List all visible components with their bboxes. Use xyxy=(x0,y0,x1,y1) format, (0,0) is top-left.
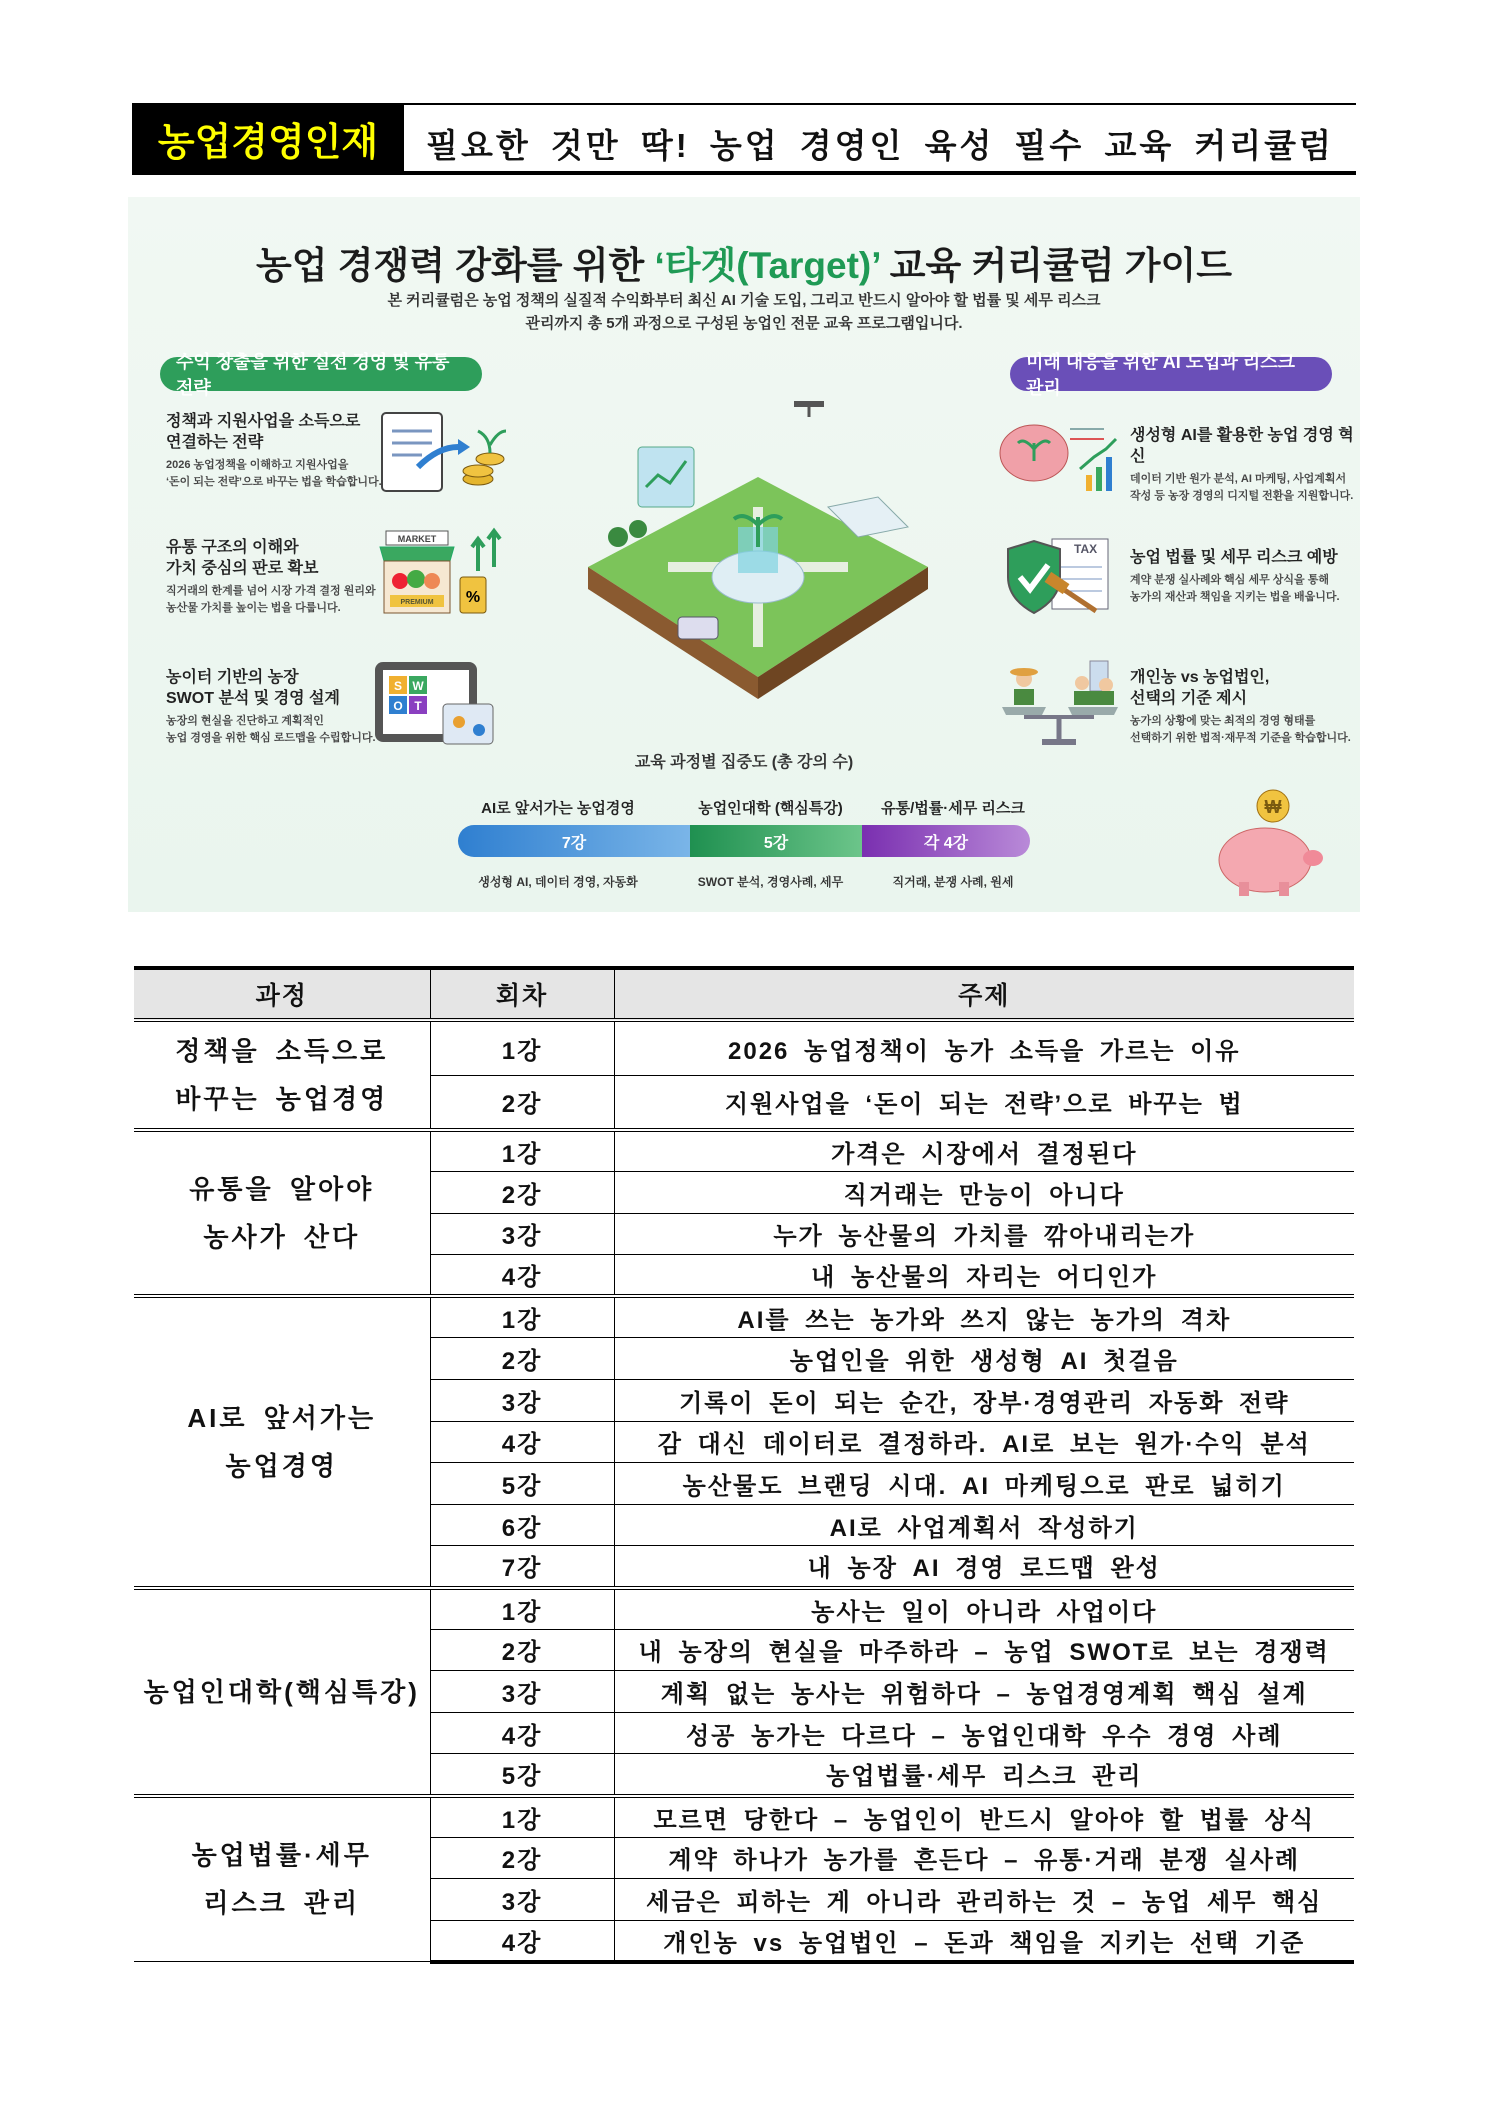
topic-cell: 내 농산물의 자리는 어디인가 xyxy=(614,1255,1354,1297)
bars-heading: 교육 과정별 집중도 (총 강의 수) xyxy=(634,754,854,771)
topic-cell: 모르면 당한다 – 농업인이 반드시 알아야 할 법률 상식 xyxy=(614,1796,1354,1838)
svg-text:O: O xyxy=(393,699,403,713)
session-cell: 4강 xyxy=(430,1255,614,1297)
topic-cell: 내 농장의 현실을 마주하라 – 농업 SWOT로 보는 경쟁력 xyxy=(614,1629,1354,1671)
infographic-title: 농업 경쟁력 강화를 위한 ‘타겟(Target)’ 교육 커리큘럼 가이드 xyxy=(255,245,1233,286)
course-name-cell xyxy=(134,1020,430,1130)
topic-cell: 농업법률·세무 리스크 관리 xyxy=(614,1754,1354,1796)
svg-text:%: % xyxy=(465,589,481,606)
session-cell: 2강 xyxy=(430,1172,614,1214)
topic-cell: 감 대신 데이터로 결정하라. AI로 보는 원가·수익 분석 xyxy=(614,1421,1354,1463)
market-stall-icon xyxy=(378,527,508,622)
svg-text:PREMIUM: PREMIUM xyxy=(400,599,434,606)
course-name-cell xyxy=(134,1296,430,1587)
session-cell: 3강 xyxy=(430,1213,614,1255)
table-row xyxy=(134,1296,1354,1338)
session-cell: 3강 xyxy=(430,1380,614,1422)
scale-farmers-icon xyxy=(994,659,1124,749)
table-row xyxy=(134,1796,1354,1838)
course-name-line: 농업경영 xyxy=(225,1450,338,1481)
topic-cell: AI를 쓰는 농가와 쓰지 않는 농가의 격차 xyxy=(614,1296,1354,1338)
topic-cell: 농업인을 위한 생성형 AI 첫걸음 xyxy=(614,1338,1354,1380)
table-row xyxy=(134,1130,1354,1172)
left-item-policy: 정책과 지원사업을 소득으로 연결하는 전략 2026 농업정책을 이해하고 지원사업을 ‘돈이 되는 전략’으로 바꾸는 법을 학습합니다. xyxy=(166,413,382,488)
session-cell: 2강 xyxy=(430,1338,614,1380)
svg-text:T: T xyxy=(414,699,422,713)
svg-text:MARKET: MARKET xyxy=(397,534,437,544)
session-cell: 2강 xyxy=(430,1837,614,1879)
col-session: 회차 xyxy=(430,968,614,1020)
bar-sub-ai: 생성형 AI, 데이터 경영, 자동화 xyxy=(478,875,638,889)
course-name-cell xyxy=(134,1588,430,1796)
topic-cell: 계약 하나가 농가를 흔든다 – 유통·거래 분쟁 실사례 xyxy=(614,1837,1354,1879)
bar-sub-risk: 직거래, 분쟁 사례, 원세 xyxy=(892,875,1014,889)
session-cell: 2강 xyxy=(430,1075,614,1130)
course-name-line: 유통을 알아야 xyxy=(189,1174,375,1205)
topic-cell: 개인농 vs 농업법인 – 돈과 책임을 지키는 선택 기준 xyxy=(614,1920,1354,1962)
left-category-pill: 수익 창출을 위한 실전 경영 및 유통 전략 xyxy=(160,357,482,391)
col-topic: 주제 xyxy=(614,968,1354,1020)
course-name-cell xyxy=(134,1130,430,1296)
brain-chart-icon xyxy=(994,409,1124,499)
session-cell: 7강 xyxy=(430,1546,614,1588)
topic-cell: 농산물도 브랜딩 시대. AI 마케팅으로 판로 넓히기 xyxy=(614,1463,1354,1505)
header-title: 필요한 것만 딱! 농업 경영인 육성 필수 교육 커리큘럼 xyxy=(426,126,1334,164)
session-cell: 1강 xyxy=(430,1130,614,1172)
topic-cell: 세금은 피하는 게 아니라 관리하는 것 – 농업 세무 핵심 xyxy=(614,1879,1354,1921)
bar-label-risk: 유통/법률·세무 리스크 xyxy=(881,800,1025,817)
course-name-line: 농사가 산다 xyxy=(203,1222,361,1253)
session-cell: 1강 xyxy=(430,1796,614,1838)
topic-cell: 농사는 일이 아니라 사업이다 xyxy=(614,1588,1354,1630)
piggy-bank-icon xyxy=(1203,782,1333,902)
topic-cell: 누가 농산물의 가치를 깎아내리는가 xyxy=(614,1213,1354,1255)
topic-cell: 직거래는 만능이 아니다 xyxy=(614,1172,1354,1214)
farm-illustration xyxy=(558,387,958,717)
session-cell: 5강 xyxy=(430,1463,614,1505)
col-course: 과정 xyxy=(134,968,430,1020)
infographic-subtitle: 본 커리큘럼은 농업 정책의 실질적 수익화부터 최신 AI 기술 도입, 그리고 반드시 알아야 할 법률 및 세무 리스크 관리까지 총 5개 과정으로 구성된 농업인 전문 교육 프로그램입니다. xyxy=(387,292,1101,332)
topic-cell: 기록이 돈이 되는 순간, 장부·경영관리 자동화 전략 xyxy=(614,1380,1354,1422)
svg-text:W: W xyxy=(412,679,424,693)
course-name-cell xyxy=(134,1796,430,1962)
course-name-line: 농업법률·세무 xyxy=(191,1840,372,1871)
session-cell: 2강 xyxy=(430,1629,614,1671)
topic-cell: 가격은 시장에서 결정된다 xyxy=(614,1130,1354,1172)
shield-gavel-icon xyxy=(1000,537,1120,617)
svg-text:₩: ₩ xyxy=(1264,797,1282,817)
session-cell: 4강 xyxy=(430,1421,614,1463)
session-cell: 1강 xyxy=(430,1588,614,1630)
document-header xyxy=(132,103,1356,175)
bar-univ: 5강 xyxy=(690,825,862,857)
header-tag: 농업경영인재 xyxy=(132,105,404,171)
course-name-line: 정책을 소득으로 xyxy=(175,1036,389,1066)
table-header-row xyxy=(134,968,1354,1020)
svg-text:TAX: TAX xyxy=(1074,542,1098,556)
bar-label-univ: 농업인대학 (핵심특강) xyxy=(698,800,843,817)
course-name-line: 농업인대학(핵심특강) xyxy=(143,1676,420,1707)
left-item-swot: 농이터 기반의 농장 SWOT 분석 및 경영 설계 농장의 현실을 진단하고 계획적인 농업 경영을 위한 핵심 로드맵을 수립합니다. xyxy=(166,669,376,744)
course-name-line: AI로 앞서가는 xyxy=(187,1402,377,1433)
session-cell: 4강 xyxy=(430,1920,614,1962)
bar-risk: 각 4강 xyxy=(862,825,1030,857)
session-cell: 3강 xyxy=(430,1879,614,1921)
topic-cell: 내 농장 AI 경영 로드맵 완성 xyxy=(614,1546,1354,1588)
session-cell: 1강 xyxy=(430,1020,614,1075)
right-item-legal: 농업 법률 및 세무 리스크 예방 계약 분쟁 실사례와 핵심 세무 상식을 통해 농가의 재산과 책임을 지키는 법을 배웁니다. xyxy=(1130,549,1340,603)
course-name-line: 바꾸는 농업경영 xyxy=(175,1084,389,1114)
session-cell: 1강 xyxy=(430,1296,614,1338)
left-item-distribution: 유통 구조의 이해와 가치 중심의 판로 확보 직거래의 한계를 넘어 시장 가격 결정 원리와 농산물 가치를 높이는 법을 다룹니다. xyxy=(166,539,376,614)
right-item-ai: 생성형 AI를 활용한 농업 경영 혁신 데이터 기반 원가 분석, AI 마케팅, 사업계획서 작성 등 농장 경영의 디지털 전환을 지원합니다. xyxy=(1130,427,1354,502)
svg-text:S: S xyxy=(393,679,403,693)
session-cell: 5강 xyxy=(430,1754,614,1796)
topic-cell: AI로 사업계획서 작성하기 xyxy=(614,1504,1354,1546)
topic-cell: 2026 농업정책이 농가 소득을 가르는 이유 xyxy=(614,1020,1354,1075)
right-item-entity: 개인농 vs 농업법인, 선택의 기준 제시 농가의 상황에 맞는 최적의 경영 형태를 선택하기 위한 법적·재무적 기준을 학습합니다. xyxy=(1130,669,1351,744)
topic-cell: 계획 없는 농사는 위험하다 – 농업경영계획 핵심 설계 xyxy=(614,1671,1354,1713)
session-cell: 3강 xyxy=(430,1671,614,1713)
session-cell: 4강 xyxy=(430,1712,614,1754)
table-row xyxy=(134,1588,1354,1630)
topic-cell: 지원사업을 ‘돈이 되는 전략’으로 바꾸는 법 xyxy=(614,1075,1354,1130)
bar-sub-univ: SWOT 분석, 경영사례, 세무 xyxy=(697,875,844,889)
bar-label-ai: AI로 앞서가는 농업경영 xyxy=(481,800,635,817)
document-coins-icon xyxy=(378,407,508,497)
curriculum-table xyxy=(134,966,1354,1964)
course-name-line: 리스크 관리 xyxy=(203,1888,361,1919)
bar-ai: 7강 xyxy=(458,825,690,857)
table-row xyxy=(134,1020,1354,1075)
session-cell: 6강 xyxy=(430,1504,614,1546)
topic-cell: 성공 농가는 다르다 – 농업인대학 우수 경영 사례 xyxy=(614,1712,1354,1754)
curriculum-infographic xyxy=(128,197,1360,912)
right-category-pill: 미래 대응을 위한 AI 도입과 리스크 관리 xyxy=(1010,357,1332,391)
swot-tablet-icon xyxy=(373,660,503,750)
